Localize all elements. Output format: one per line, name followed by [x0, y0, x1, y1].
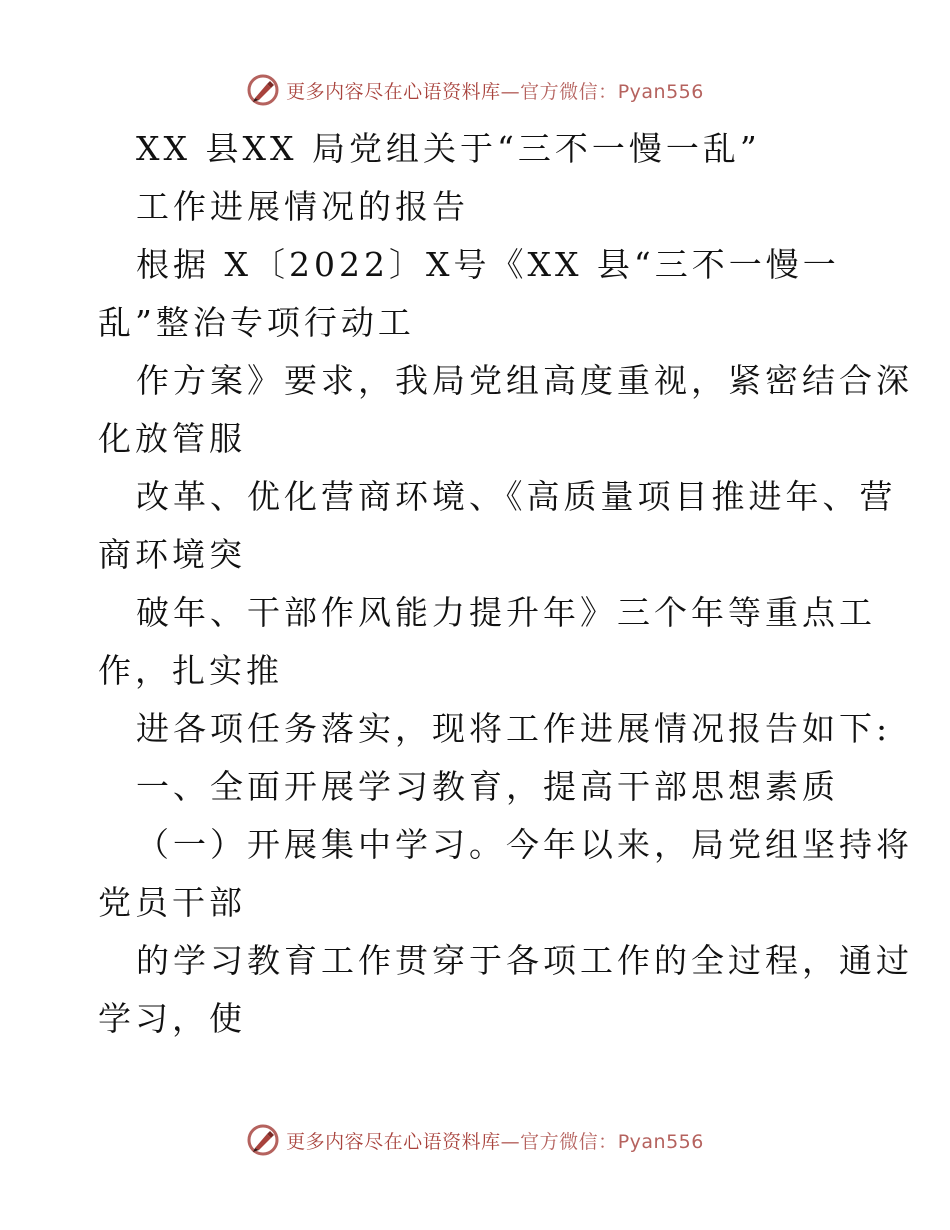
title-line-1: XX 县XX 局党组关于“三不一慢一乱”: [136, 129, 761, 168]
header-watermark: [0, 70, 950, 110]
watermark-text: 更多内容尽在心语资料库—官方微信：Pyan556: [286, 1130, 704, 1153]
paragraph-line: 的学习教育工作贯穿于各项工作的全过程，通过: [136, 941, 913, 980]
paragraph-line: 乱”整治专项行动工: [98, 303, 415, 342]
paragraph-line: 作方案》要求，我局党组高度重视，紧密结合深: [136, 361, 913, 400]
paragraph-line: 化放管服: [98, 419, 246, 458]
section-heading: 一、全面开展学习教育，提高干部思想素质: [136, 767, 839, 806]
paragraph-line: 商环境突: [98, 535, 246, 574]
paragraph-line: 改革、优化营商环境、《高质量项目推进年、营: [136, 477, 897, 516]
paragraph-line: 党员干部: [98, 883, 246, 922]
paragraph-line: 学习，使: [98, 999, 246, 1038]
title-line-2: 工作进展情况的报告: [136, 187, 469, 226]
watermark-text: 更多内容尽在心语资料库—官方微信：Pyan556: [286, 80, 704, 103]
paragraph-line: 根据 X〔2022〕X号《XX 县“三不一慢一: [136, 245, 840, 284]
paragraph-line: 作，扎实推: [98, 651, 283, 690]
paragraph-line: 破年、干部作风能力提升年》三个年等重点工: [136, 593, 876, 632]
paragraph-line: （一）开展集中学习。今年以来，局党组坚持将: [136, 825, 913, 864]
document-body: [98, 120, 913, 1048]
pen-logo-icon: [246, 1123, 280, 1157]
footer-watermark: [0, 1120, 950, 1160]
paragraph-line: 进各项任务落实，现将工作进展情况报告如下:: [136, 709, 892, 748]
pen-logo-icon: [246, 73, 280, 107]
